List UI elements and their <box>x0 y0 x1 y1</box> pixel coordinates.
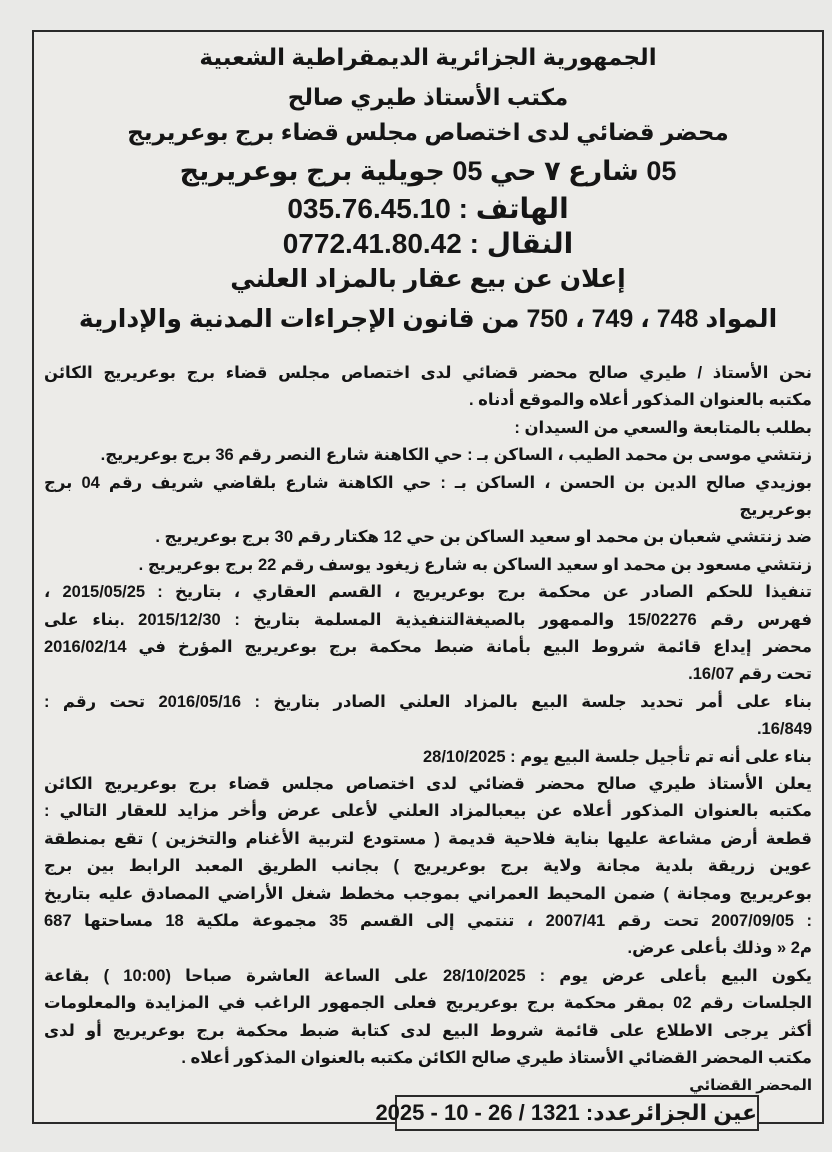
body-line: مكتبه بالعنوان المذكور أعلاه عن بيعبالمزاد العلني لأعلى عرض وأخر مزايد للعقار التالي : <box>44 802 812 821</box>
publication-reference: عين الجزائرعدد: 1321 / 26 - 10 - 2025 <box>395 1095 759 1131</box>
bailiff-title: محضر قضائي لدى اختصاص مجلس قضاء برج بوعريريج <box>127 119 729 145</box>
body-line: عوين زريقة بلدية مجانة ولاية برج بوعريريج ) بجانب الطريق المعبد الرابط بين برج <box>44 857 812 876</box>
body-line: فهرس رقم 15/02276 والممهور بالصيغةالتنفيذية المسلمة بتاريخ : 2015/12/30 .بناء على <box>44 610 812 629</box>
body-line: مكتبه بالعنوان المذكور أعلاه والموقع أدناه . <box>468 391 812 410</box>
body-line: بناء على أمر تحديد جلسة البيع بالمزاد العلني الصادر بتاريخ : 2016/05/16 تحت رقم : <box>44 692 812 711</box>
body-line: تحت رقم 16/07. <box>688 665 812 684</box>
signature: المحضر القضائي <box>689 1077 812 1095</box>
body-line: الجلسات رقم 02 بمقر محكمة برج بوعريريج فعلى الجمهور الراغب في المزايدة والمعلومات <box>44 994 812 1013</box>
body-line: محضر إيداع قائمة شروط البيع بأمانة ضبط محكمة برج بوعريريج المؤرخ في 2016/02/14 <box>44 638 812 656</box>
legal-articles: المواد 748 ، 749 ، 750 من قانون الإجراءات المدنية والإدارية <box>78 305 778 333</box>
body-line: بناء على أنه تم تأجيل جلسة البيع يوم : 28/10/2025 <box>423 747 812 766</box>
body-line: بطلب بالمتابعة والسعي من السيدان : <box>514 418 812 437</box>
body-line: ضد زنتشي شعبان بن محمد او سعيد الساكن بن حي 12 هكتار رقم 30 برج بوعريريج . <box>155 528 812 547</box>
body-line: يعلن الأستاذ طيري صالح محضر قضائي لدى اختصاص مجلس قضاء برج بوعريريج الكائن <box>44 775 812 793</box>
body-line: بوزيدي صالح الدين بن الحسن ، الساكن بـ : حي الكاهنة شارع بلقاضي شريف رقم 04 برج <box>44 473 812 492</box>
body-line: نحن الأستاذ / طيري صالح محضر قضائي لدى اختصاص مجلس قضاء برج بوعريريج الكائن <box>44 364 812 382</box>
body-line: زنتشي مسعود بن محمد او سعيد الساكن به شارع زيغود يوسف رقم 22 برج بوعريريج . <box>138 555 812 574</box>
legal-notice <box>32 30 824 1124</box>
phone-number: الهاتف : 035.76.45.10 <box>287 193 569 224</box>
body-line: يكون البيع بأعلى عرض يوم : 28/10/2025 على الساعة العاشرة صباحا (10:00 ) بقاعة <box>44 966 812 985</box>
body-line: قطعة أرض مشاعة عليها بناية فلاحية قديمة ( مستودع لتربية الأغنام والتخزين ) تقع بمنطقة <box>44 829 812 848</box>
notice-body <box>44 360 812 1100</box>
body-line: زنتشي موسى بن محمد الطيب ، الساكن بـ : حي الكاهنة شارع النصر رقم 36 برج بوعريريج. <box>100 446 812 465</box>
body-line: 16/849. <box>756 720 812 739</box>
notice-title: إعلان عن بيع عقار بالمزاد العلني <box>230 265 626 293</box>
republic-heading: الجمهورية الجزائرية الديمقراطية الشعبية <box>199 44 657 70</box>
body-line: أكثر يرجى الاطلاع على قائمة شروط البيع لدى كتابة ضبط محكمة برج بوعريريج أو لدى <box>44 1021 812 1040</box>
body-line: بوعريريج <box>739 501 812 519</box>
body-line: تنفيذا للحكم الصادر عن محكمة برج بوعريريج ، القسم العقاري ، بتاريخ : 2015/05/25 ، <box>44 583 812 602</box>
body-line: مكتب المحضر القضائي الأستاذ طيري صالح الكائن مكتبه بالعنوان المذكور أعلاه . <box>181 1048 812 1067</box>
mobile-number: النقال : 0772.41.80.42 <box>282 228 574 259</box>
office-name: مكتب الأستاذ طيري صالح <box>287 84 569 110</box>
body-line: بوعريريج ومجانة ) ضمن المحيط العمراني بموجب مخطط شغل الأراضي المصادق عليه بتاريخ <box>44 884 812 903</box>
body-line: م2 « وذلك بأعلى عرض. <box>627 939 812 958</box>
body-line: : 2007/09/05 تحت رقم 2007/41 ، تنتمي إلى القسم 35 مجموعة ملكية 18 مساحتها 687 <box>44 911 812 930</box>
office-address: 05 شارع ٧ حي 05 جويلية برج بوعريريج <box>179 156 677 186</box>
